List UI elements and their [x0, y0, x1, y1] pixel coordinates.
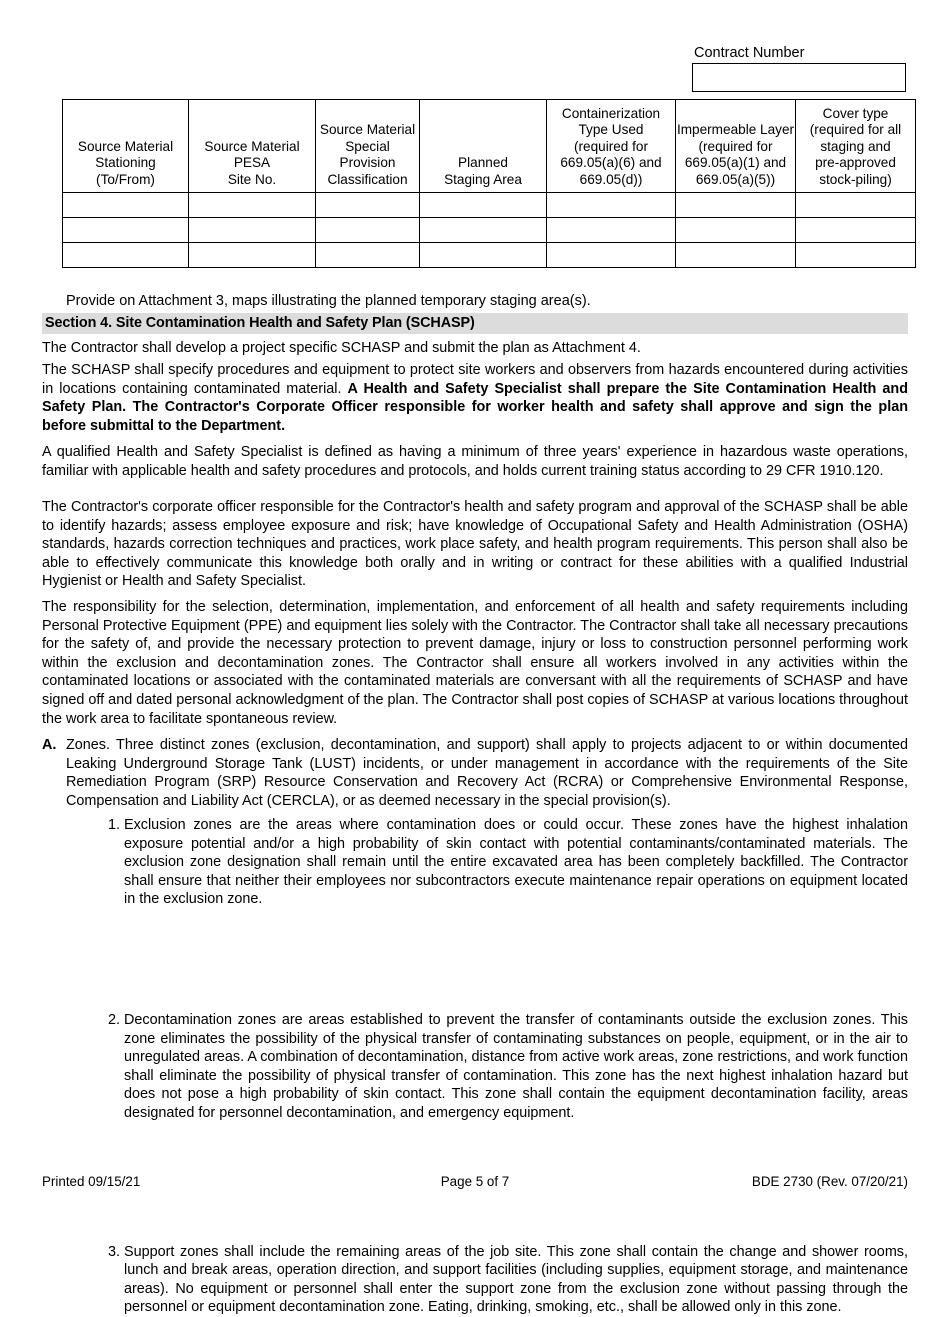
paragraph-qualified-specialist: A qualified Health and Safety Specialist is defined as having a minimum of three years' experience in hazardous waste operations, familiar with applicable health and safety procedures and protocols, and holds current training status according to 29 CFR 1910.120.: [42, 444, 908, 479]
table-header-source-material-stationing: [63, 100, 189, 193]
table-cell[interactable]: [420, 193, 547, 218]
table-header-line: Stationing: [95, 155, 156, 171]
table-cell[interactable]: [189, 218, 316, 243]
table-cell[interactable]: [796, 218, 916, 243]
paragraph-schasp-specify-container: [42, 361, 908, 435]
table-header-impermeable-layer: [676, 100, 796, 193]
footer-form-id: BDE 2730 (Rev. 07/20/21): [751, 1174, 908, 1189]
list-item-3-text: Support zones shall include the remaining areas of the job site. This zone shall contain the change and shower rooms, lunch and break areas, operation direction, and support facilities (including supplies, equipment storage, and maintenance areas). No equipment or personnel shall enter the support zone from the exclusion zone without passing through the personnel or equipment decontamination zone. Eating, drinking, smoking, etc., shall be allowed only in this zone.: [124, 1243, 908, 1316]
list-item-a: [42, 736, 908, 810]
footer-printed-date: Printed 09/15/21: [42, 1174, 141, 1189]
table-cell[interactable]: [189, 193, 316, 218]
paragraph-contractor-develop-container: [42, 339, 908, 358]
list-item-1-text: Exclusion zones are the areas where contamination does or could occur. These zones have the highest inhalation exposure potential and/or a high probability of skin contact with potential contaminants/contaminated materials. The exclusion zone designation shall remain until the entire excavated area has been completely backfilled. The Contractor shall ensure that neither their employees nor subcontractors execute maintenance repair operations on equipment located in the exclusion zone.: [124, 817, 908, 908]
table-cell[interactable]: [420, 218, 547, 243]
table-cell[interactable]: [63, 218, 189, 243]
staging-table: [62, 99, 916, 268]
table-cell[interactable]: [547, 193, 676, 218]
list-item-2-marker: 2.: [107, 1011, 120, 1028]
table-header-line: (required for all: [809, 122, 902, 138]
table-header-line: (To/From): [96, 171, 155, 187]
table-cell[interactable]: [420, 243, 547, 268]
table-cell[interactable]: [676, 243, 796, 268]
table-cell[interactable]: [316, 243, 420, 268]
table-row: [63, 218, 916, 243]
table-header-line: Cover type: [822, 105, 889, 121]
table-row: [63, 193, 916, 218]
table-cell[interactable]: [316, 218, 420, 243]
table-body: [63, 193, 916, 268]
table-cell[interactable]: [316, 193, 420, 218]
list-item-3: [100, 1243, 908, 1317]
paragraph-schasp-specify-normal: The SCHASP shall specify procedures and equipment to protect site workers and observers from hazards encountered during activities in locations containing contaminated material.: [42, 362, 908, 397]
table-header-line: 669.05(a)(6) and: [560, 155, 662, 171]
table-cell[interactable]: [63, 193, 189, 218]
table-header-planned-staging-area: [420, 100, 547, 193]
table-header-containerization-type-used: [547, 100, 676, 193]
list-item-a-marker: A.: [42, 737, 57, 753]
table-header-line: Staging Area: [444, 171, 522, 187]
paragraph-contractor-develop: The Contractor shall develop a project specific SCHASP and submit the plan as Attachment 4.: [42, 340, 641, 356]
paragraph-qualified-specialist-container: [42, 443, 908, 480]
table-header-line: Source Material: [77, 138, 174, 154]
table-header-line: Source Material: [204, 138, 300, 154]
table-header-line: pre-approved: [815, 155, 896, 171]
paragraph-corporate-officer-container: [42, 498, 908, 591]
table-header-line: 669.05(a)(1) and: [684, 155, 787, 171]
table-header-line: Containerization: [561, 105, 661, 121]
list-item-1-marker: 1.: [107, 817, 120, 833]
table-header-line: Planned: [458, 155, 508, 171]
table-header-line: Impermeable Layer: [676, 122, 795, 138]
table-header-line: 669.05(a)(5)): [695, 171, 776, 187]
table-header-cover-type: [796, 100, 916, 193]
table-header-line: Site No.: [227, 171, 277, 187]
contract-number-label: Contract Number: [694, 45, 805, 61]
list-item-3-marker: 3.: [107, 1243, 120, 1260]
section-4-heading: Section 4. Site Contamination Health and Safety Plan (SCHASP): [42, 313, 908, 334]
table-cell[interactable]: [189, 243, 316, 268]
table-header-line: Source Material: [319, 122, 416, 138]
table-header-line: Type Used: [578, 122, 644, 138]
list-item-2: [100, 1011, 908, 1123]
table-header-line: PESA: [233, 155, 271, 171]
paragraph-schasp-specify: [42, 361, 908, 435]
contract-number-block: [692, 44, 908, 92]
footer-page-number: Page 5 of 7: [440, 1174, 510, 1189]
table-cell[interactable]: [676, 193, 796, 218]
paragraph-schasp-specify-bold: A Health and Safety Specialist shall prepare the Site Contamination Health and Safety Plan. The Contractor's Corporate Officer responsible for worker health and safety shall approve and sign the plan before submittal to the Department.: [42, 380, 908, 434]
table-row: [63, 243, 916, 268]
list-item-2-text: Decontamination zones are areas established to prevent the transfer of contaminants outside the exclusion zones. This zone eliminates the possibility of the physical transfer of contaminating substances on people, equipment, or in the air to unregulated areas. A combination of decontamination, distance from active work areas, zone restrictions, and work function shall eliminate the possibility of physical transfer of contamination. This zone has the next highest inhalation hazard but does not pose a high probability of skin contact. This zone shall contain the equipment decontamination facility, areas designated for personnel decontamination, and emergency equipment.: [124, 1011, 908, 1121]
table-cell[interactable]: [796, 193, 916, 218]
table-header-line: 669.05(d)): [579, 171, 643, 187]
contract-number-input[interactable]: [692, 63, 906, 92]
table-header-row: [63, 100, 916, 193]
table-header-line: Classification: [327, 171, 408, 187]
attachment-note: Provide on Attachment 3, maps illustrating the planned temporary staging area(s).: [66, 293, 591, 309]
table-header-line: staging and: [820, 138, 891, 154]
table-header-line: Provision: [339, 155, 396, 171]
table-cell[interactable]: [63, 243, 189, 268]
table-header-line: Special: [345, 138, 390, 154]
table-header-source-material-pesa-site-no: [189, 100, 316, 193]
list-item-a-text: Zones. Three distinct zones (exclusion, decontamination, and support) shall apply to projects adjacent to or within documented Leaking Underground Storage Tank (LUST) incidents, or under management in accordance with the requirements of the Site Remediation Program (SRP) Resource Conservation and Recovery Act (RCRA) or Comprehensive Environmental Response, Compensation and Liability Act (CERCLA), or as deemed necessary in the special provision(s).: [66, 737, 908, 809]
list-item-1: [100, 816, 908, 909]
table-header-source-material-special-provision-classification: [316, 100, 420, 193]
table-header-line: (required for: [573, 138, 649, 154]
table-header-line: stock-piling): [819, 171, 892, 187]
paragraph-responsibility: The responsibility for the selection, determination, implementation, and enforcement of all health and safety requirements including Personal Protective Equipment (PPE) and equipment lies solely with the Contractor. The Contractor shall take all necessary precautions for the safety of, and provide the necessary protection to prevent damage, injury or loss to construction personnel performing work within the exclusion and decontamination zones. The Contractor shall ensure all workers involved in any activities within the contaminated locations or associated with the contaminated materials are conversant with all the requirements of SCHASP and have signed off and dated personal acknowledgment of the plan. The Contractor shall post copies of SCHASP at various locations throughout the work area to facilitate spontaneous review.: [42, 599, 908, 727]
paragraph-corporate-officer: The Contractor's corporate officer responsible for the Contractor's health and safety program and approval of the SCHASP shall be able to identify hazards; assess employee exposure and risk; have knowledge of Occupational Safety and Health Administration (OSHA) standards, hazards correction techniques and practices, work place safety, and health program requirements. This person shall also be able to effectively communicate this knowledge both orally and in writing or contract for these abilities with a qualified Industrial Hygienist or Health and Safety Specialist.: [42, 499, 908, 590]
paragraph-responsibility-container: [42, 598, 908, 728]
table-cell[interactable]: [676, 218, 796, 243]
table-header-line: (required for: [698, 138, 773, 154]
table-cell[interactable]: [796, 243, 916, 268]
table-cell[interactable]: [547, 243, 676, 268]
table-cell[interactable]: [547, 218, 676, 243]
